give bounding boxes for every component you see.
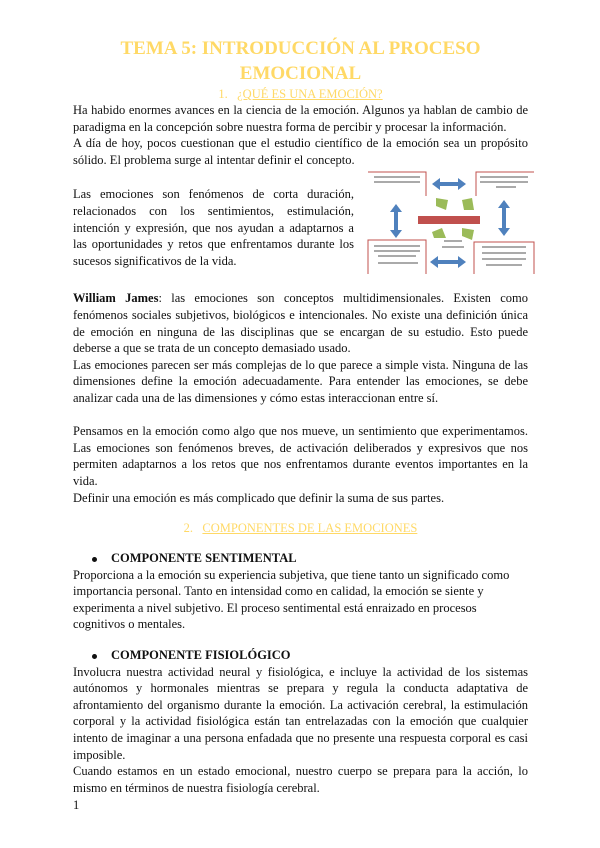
section-number: 1.	[218, 87, 228, 101]
title-line-2: EMOCIONAL	[239, 63, 362, 84]
paragraph: Las emociones parecen ser más complejas de lo que parece a simple vista. Ninguna de las dimensiones define la emoción adecuadamente. Para entender las emociones, se debe analizar cada una de las dimensiones y cómo estas interaccionan entre sí.	[73, 357, 528, 405]
sentimental-paragraph	[73, 567, 528, 633]
diagram-box-top-left	[368, 172, 426, 196]
spacer	[73, 280, 528, 290]
paragraph: Pensamos en la emoción como algo que nos mueve, un sentimiento que experimentamos. Las emociones son fenómenos breves, de activación deliberados y expresivos que nos permiten adaptarnos a los retos que nos enfrentamos durante eventos importantes en la vida.	[73, 424, 528, 488]
diagram-box-top-right	[476, 172, 534, 196]
bullet-icon	[92, 557, 97, 562]
section-title: COMPONENTES DE LAS EMOCIONES	[202, 521, 418, 536]
paragraph: Ha habido enormes avances en la ciencia de la emoción. Algunos ya hablan de cambio de paradigma en la concepción sobre nuestra forma de percibir y procesar la información.	[73, 103, 528, 134]
section-number: 2.	[183, 521, 194, 536]
section-1-heading	[73, 86, 528, 102]
multidimensional-paragraphs	[73, 290, 528, 506]
paragraph-text: : las emociones son conceptos multidimensionales. Existen como fenómenos sociales subjetivos, biológicos e intencionales. No existe una definición única de emoción en ninguna de las disciplinas que se encargan de su estudio. Esto puede deberse a que se trata de un concepto demasiado usado.	[73, 291, 528, 356]
document-title	[60, 36, 541, 86]
paragraph: A día de hoy, pocos cuestionan que el estudio científico de la emoción sea un propósito sólido. El problema surge al intentar definir el concepto.	[73, 136, 528, 167]
page-number: 1	[73, 798, 80, 812]
section-title: ¿QUÉ ES UNA EMOCIÓN?	[237, 87, 383, 101]
fisiologico-paragraph	[73, 664, 528, 797]
intro-paragraphs	[73, 102, 528, 168]
bullet-icon	[92, 654, 97, 659]
bullet-text: COMPONENTE FISIOLÓGICO	[111, 648, 291, 663]
emotion-components-diagram	[366, 170, 536, 276]
bullet-componente-sentimental	[73, 550, 528, 567]
paragraph: Las emociones son fenómenos de corta duración, relacionados con los sentimientos, estimulación, intención y expresión, que nos ayudan a adaptarnos a las oportunidades y retos que enfrentamos durante los sucesos significativos de la vida.	[73, 187, 354, 268]
diagram-center-bar	[418, 216, 480, 224]
bullet-componente-fisiologico	[73, 647, 528, 664]
paragraph: Cuando estamos en un estado emocional, nuestro cuerpo se prepara para la acción, lo mismo en términos de nuestra fisiología cerebral.	[73, 764, 528, 795]
section-2-heading	[73, 520, 528, 536]
bullet-text: COMPONENTE SENTIMENTAL	[111, 551, 297, 566]
paragraph: Involucra nuestra actividad neural y fisiológica, e incluye la actividad de los sistemas autónomos y hormonales mientras se prepara y regula la conducta adaptativa de afrontamiento del organismo durante la emoción. La activación cerebral, la estimulación corporal y la actividad fisiológica están tan entrelazadas con la emoción que cualquier intento de imaginar a una persona enfadada que no presente una respuesta corporal es casi imposible.	[73, 664, 528, 762]
paragraph: Proporciona a la emoción su experiencia subjetiva, que tiene tanto un significado como importancia personal. Tanto en intensidad como en calidad, la emoción se siente y experimenta a nivel subjetivo. El proceso sentimental está enraizado en procesos cognitivos o mentales.	[73, 567, 510, 632]
paragraph: Definir una emoción es más complicado que definir la suma de sus partes.	[73, 490, 445, 505]
paragraph	[73, 290, 528, 356]
title-line-1: TEMA 5: INTRODUCCIÓN AL PROCESO	[120, 38, 481, 59]
author-name: William James	[73, 291, 159, 306]
blank-line	[73, 407, 528, 424]
